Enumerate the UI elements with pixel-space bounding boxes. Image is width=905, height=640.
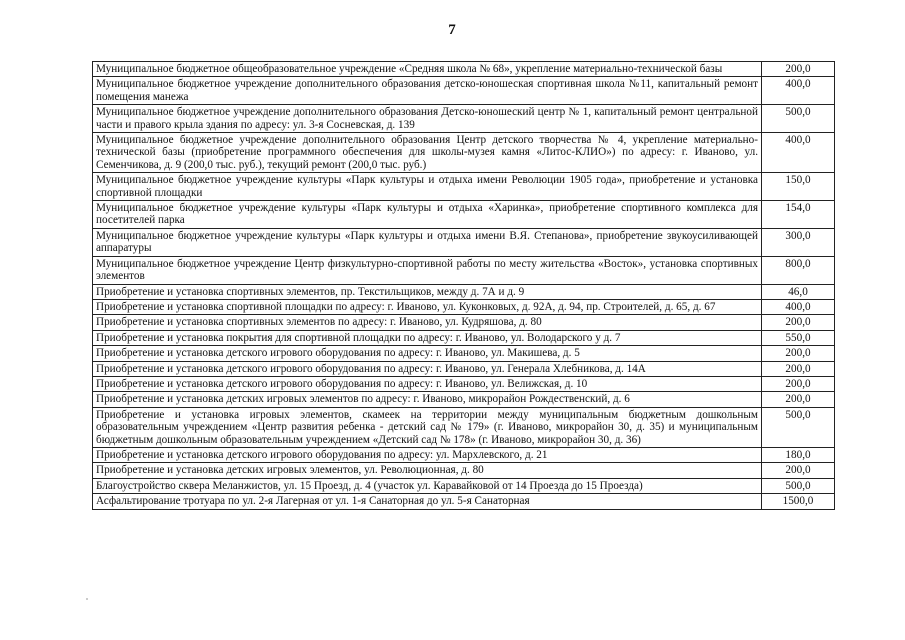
page-number: 7 xyxy=(448,22,457,38)
table-row xyxy=(93,447,835,462)
table-row xyxy=(93,62,835,77)
row-amount: 500,0 xyxy=(762,105,835,133)
row-amount: 200,0 xyxy=(762,346,835,361)
row-amount: 154,0 xyxy=(762,201,835,229)
table-row xyxy=(93,133,835,173)
row-amount: 200,0 xyxy=(762,361,835,376)
row-amount: 200,0 xyxy=(762,376,835,391)
table-row xyxy=(93,228,835,256)
table-row xyxy=(93,173,835,201)
table-row xyxy=(93,392,835,407)
row-description: Приобретение и установка спортивной площадки по адресу: г. Иваново, ул. Куконковых, д. 92А, д. 94, пр. Строителей, д. 65, д. 67 xyxy=(93,299,762,314)
table-row xyxy=(93,361,835,376)
row-description: Муниципальное бюджетное учреждение Центр физкультурно-спортивной работы по месту жительства «Восток», установка спортивных элементов xyxy=(93,256,762,284)
row-description: Приобретение и установка спортивных элементов, пр. Текстильщиков, между д. 7А и д. 9 xyxy=(93,284,762,299)
row-amount: 150,0 xyxy=(762,173,835,201)
row-description: Приобретение и установка детского игрового оборудования по адресу: г. Иваново, ул. Велижская, д. 10 xyxy=(93,376,762,391)
table-row xyxy=(93,256,835,284)
table-row xyxy=(93,494,835,509)
row-description: Приобретение и установка спортивных элементов по адресу: г. Иваново, ул. Кудряшова, д. 80 xyxy=(93,315,762,330)
row-amount: 200,0 xyxy=(762,392,835,407)
table-row xyxy=(93,330,835,345)
table-row xyxy=(93,284,835,299)
table-row xyxy=(93,463,835,478)
row-description: Муниципальное бюджетное общеобразовательное учреждение «Средняя школа № 68», укрепление материально-технической базы xyxy=(93,62,762,77)
row-amount: 400,0 xyxy=(762,299,835,314)
table-row xyxy=(93,201,835,229)
table-row xyxy=(93,346,835,361)
row-amount: 500,0 xyxy=(762,407,835,447)
row-amount: 550,0 xyxy=(762,330,835,345)
row-description: Благоустройство сквера Меланжистов, ул. 15 Проезд, д. 4 (участок ул. Каравайковой от 14 Проезда до 15 Проезда) xyxy=(93,478,762,493)
row-description: Приобретение и установка детских игровых элементов, ул. Революционная, д. 80 xyxy=(93,463,762,478)
row-description: Приобретение и установка детских игровых элементов по адресу: г. Иваново, микрорайон Рождественский, д. 6 xyxy=(93,392,762,407)
row-amount: 400,0 xyxy=(762,133,835,173)
row-amount: 500,0 xyxy=(762,478,835,493)
table-row xyxy=(93,478,835,493)
row-description: Асфальтирование тротуара по ул. 2-я Лагерная от ул. 1-я Санаторная до ул. 5-я Санаторная xyxy=(93,494,762,509)
table-row xyxy=(93,77,835,105)
row-description: Муниципальное бюджетное учреждение культуры «Парк культуры и отдыха имени В.Я. Степанова», приобретение звукоусиливающей аппаратуры xyxy=(93,228,762,256)
row-amount: 800,0 xyxy=(762,256,835,284)
table-row xyxy=(93,376,835,391)
row-description: Муниципальное бюджетное учреждение дополнительного образования Центр детского творчества № 4, укрепление материально-технической базы (приобретение программного обеспечения для школы-музея камня «Литос-КЛИО») по адресу: г. Иваново, ул. Семенчикова, д. 9 (200,0 тыс. руб.), текущий ремонт (200,0 тыс. руб.) xyxy=(93,133,762,173)
row-amount: 46,0 xyxy=(762,284,835,299)
row-amount: 400,0 xyxy=(762,77,835,105)
table-row xyxy=(93,407,835,447)
row-description: Приобретение и установка покрытия для спортивной площадки по адресу: г. Иваново, ул. Володарского у д. 7 xyxy=(93,330,762,345)
table-row xyxy=(93,315,835,330)
table-row xyxy=(93,105,835,133)
row-amount: 300,0 xyxy=(762,228,835,256)
row-amount: 200,0 xyxy=(762,463,835,478)
row-description: Муниципальное бюджетное учреждение дополнительного образования детско-юношеская спортивная школа №11, капитальный ремонт помещения манежа xyxy=(93,77,762,105)
row-description: Приобретение и установка детского игрового оборудования по адресу: г. Иваново, ул. Макишева, д. 5 xyxy=(93,346,762,361)
row-description: Муниципальное бюджетное учреждение дополнительного образования Детско-юношеский центр № 1, капитальный ремонт центральной части и правого крыла здания по адресу: ул. 3-я Сосневская, д. 139 xyxy=(93,105,762,133)
row-description: Приобретение и установка детского игрового оборудования по адресу: ул. Мархлевского, д. 21 xyxy=(93,447,762,462)
row-description: Приобретение и установка детского игрового оборудования по адресу: г. Иваново, ул. Генерала Хлебникова, д. 14А xyxy=(93,361,762,376)
row-amount: 180,0 xyxy=(762,447,835,462)
row-description: Муниципальное бюджетное учреждение культуры «Парк культуры и отдыха имени Революции 1905 года», приобретение и установка спортивной площадки xyxy=(93,173,762,201)
row-amount: 1500,0 xyxy=(762,494,835,509)
row-description: Муниципальное бюджетное учреждение культуры «Парк культуры и отдыха «Харинка», приобретение спортивного комплекса для посетителей парка xyxy=(93,201,762,229)
row-description: Приобретение и установка игровых элементов, скамеек на территории между муниципальным бюджетным дошкольным образовательным учреждением «Центр развития ребенка - детский сад № 179» (г. Иваново, микрорайон 30, д. 35) и муниципальным бюджетным дошкольным образовательным учреждением «Детский сад № 178» (г. Иваново, микрорайон 30, д. 36) xyxy=(93,407,762,447)
row-amount: 200,0 xyxy=(762,62,835,77)
scan-speck xyxy=(86,598,88,600)
funding-table xyxy=(92,61,835,510)
table-row xyxy=(93,299,835,314)
row-amount: 200,0 xyxy=(762,315,835,330)
